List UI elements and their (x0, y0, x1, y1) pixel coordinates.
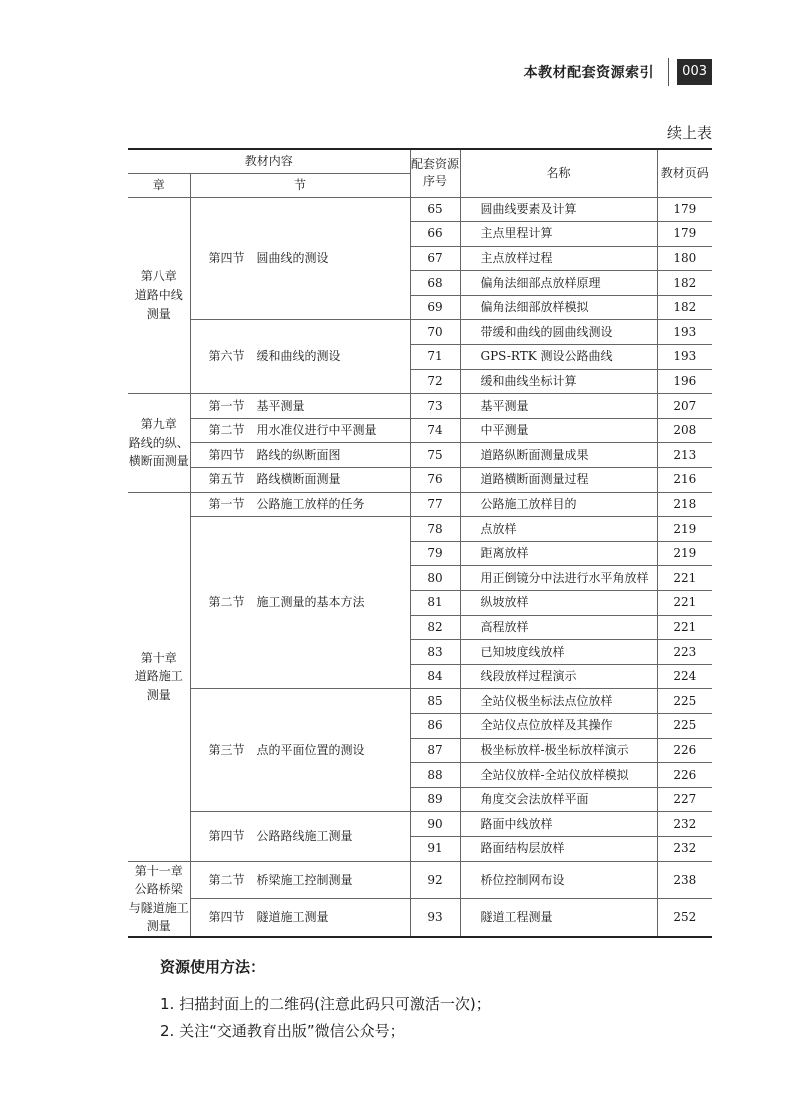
header-section: 节 (190, 173, 410, 197)
resource-name-cell: 全站仪放样-全站仪放样模拟 (460, 763, 657, 788)
resource-name-cell: 全站仪点位放样及其操作 (460, 713, 657, 738)
section-cell: 第五节 路线横断面测量 (190, 468, 410, 493)
usage-item: 1. 扫描封面上的二维码(注意此码只可激活一次)； (160, 995, 491, 1013)
resource-no-cell: 80 (410, 566, 460, 591)
table-row (128, 443, 712, 468)
resource-no-cell: 85 (410, 689, 460, 714)
resource-no-cell: 72 (410, 369, 460, 394)
table-row (128, 197, 712, 222)
section-cell: 第四节 圆曲线的测设 (190, 197, 410, 320)
resource-name-cell: 偏角法细部点放样原理 (460, 271, 657, 296)
table-row (128, 517, 712, 542)
resource-name-cell: 中平测量 (460, 418, 657, 443)
page-cell: 226 (657, 738, 712, 763)
page-cell: 224 (657, 664, 712, 689)
page-cell: 221 (657, 615, 712, 640)
resource-name-cell: 线段放样过程演示 (460, 664, 657, 689)
page-cell: 193 (657, 320, 712, 345)
resource-name-cell: 道路横断面测量过程 (460, 468, 657, 493)
page-cell: 225 (657, 689, 712, 714)
header-content: 教材内容 (128, 149, 410, 173)
section-cell: 第一节 基平测量 (190, 394, 410, 419)
resource-name-cell: 桥位控制网布设 (460, 861, 657, 899)
page-cell: 238 (657, 861, 712, 899)
resource-no-cell: 71 (410, 345, 460, 370)
resource-name-cell: 带缓和曲线的圆曲线测设 (460, 320, 657, 345)
section-cell: 第二节 用水准仪进行中平测量 (190, 418, 410, 443)
resource-name-cell: 已知坡度线放样 (460, 640, 657, 665)
page-cell: 179 (657, 197, 712, 222)
resource-no-cell: 73 (410, 394, 460, 419)
resource-no-cell: 81 (410, 591, 460, 616)
running-header (524, 58, 712, 86)
table-row (128, 418, 712, 443)
chapter-cell: 第十章 道路施工 测量 (128, 492, 190, 861)
chapter-cell: 第九章 路线的纵、 横断面测量 (128, 394, 190, 492)
table-row (128, 468, 712, 493)
resource-no-cell: 90 (410, 812, 460, 837)
resource-name-cell: 路面结构层放样 (460, 836, 657, 861)
page-cell: 213 (657, 443, 712, 468)
resource-no-cell: 83 (410, 640, 460, 665)
page-cell: 182 (657, 295, 712, 320)
page-cell: 221 (657, 591, 712, 616)
section-cell: 第一节 公路施工放样的任务 (190, 492, 410, 517)
page-cell: 226 (657, 763, 712, 788)
usage-notes (160, 956, 491, 1047)
resource-name-cell: 公路施工放样目的 (460, 492, 657, 517)
resource-name-cell: 纵坡放样 (460, 591, 657, 616)
resource-no-cell: 78 (410, 517, 460, 542)
page-cell: 179 (657, 222, 712, 247)
header-chapter: 章 (128, 173, 190, 197)
page-cell: 207 (657, 394, 712, 419)
resource-no-cell: 79 (410, 541, 460, 566)
resource-index-table (128, 148, 712, 938)
table-row (128, 899, 712, 937)
page-cell: 225 (657, 713, 712, 738)
usage-item: 2. 关注“交通教育出版”微信公众号； (160, 1022, 405, 1040)
page-cell: 193 (657, 345, 712, 370)
page-cell: 232 (657, 812, 712, 837)
resource-name-cell: 角度交会法放样平面 (460, 787, 657, 812)
resource-name-cell: 距离放样 (460, 541, 657, 566)
table-header-row (128, 149, 712, 173)
section-cell: 第六节 缓和曲线的测设 (190, 320, 410, 394)
resource-name-cell: 极坐标放样-极坐标放样演示 (460, 738, 657, 763)
resource-name-cell: 缓和曲线坐标计算 (460, 369, 657, 394)
page-cell: 218 (657, 492, 712, 517)
resource-no-cell: 75 (410, 443, 460, 468)
resource-no-cell: 70 (410, 320, 460, 345)
running-header-title: 本教材配套资源索引 (523, 65, 655, 81)
resource-no-cell: 87 (410, 738, 460, 763)
page-number: 003 (677, 59, 712, 85)
resource-name-cell: 高程放样 (460, 615, 657, 640)
resource-no-cell: 89 (410, 787, 460, 812)
resource-no-cell: 91 (410, 836, 460, 861)
resource-no-cell: 77 (410, 492, 460, 517)
resource-name-cell: 路面中线放样 (460, 812, 657, 837)
resource-no-cell: 68 (410, 271, 460, 296)
table-row (128, 689, 712, 714)
resource-no-cell: 67 (410, 246, 460, 271)
section-cell: 第四节 路线的纵断面图 (190, 443, 410, 468)
table-row (128, 492, 712, 517)
page-cell: 227 (657, 787, 712, 812)
resource-no-cell: 86 (410, 713, 460, 738)
page-cell: 219 (657, 541, 712, 566)
page-cell: 232 (657, 836, 712, 861)
section-cell: 第三节 点的平面位置的测设 (190, 689, 410, 812)
chapter-cell: 第八章 道路中线 测量 (128, 197, 190, 394)
resource-name-cell: 隧道工程测量 (460, 899, 657, 937)
page-cell: 252 (657, 899, 712, 937)
page-cell: 223 (657, 640, 712, 665)
header-resource-no: 配套资源序号 (410, 149, 460, 197)
resource-no-cell: 82 (410, 615, 460, 640)
resource-no-cell: 88 (410, 763, 460, 788)
resource-name-cell: 用正倒镜分中法进行水平角放样 (460, 566, 657, 591)
page-cell: 180 (657, 246, 712, 271)
page-cell: 182 (657, 271, 712, 296)
table-row (128, 394, 712, 419)
section-cell: 第二节 施工测量的基本方法 (190, 517, 410, 689)
resource-name-cell: 点放样 (460, 517, 657, 542)
resource-name-cell: 全站仪极坐标法点位放样 (460, 689, 657, 714)
resource-no-cell: 84 (410, 664, 460, 689)
resource-name-cell: 主点放样过程 (460, 246, 657, 271)
resource-name-cell: 圆曲线要素及计算 (460, 197, 657, 222)
table-body (128, 197, 712, 937)
resource-name-cell: GPS-RTK 测设公路曲线 (460, 345, 657, 370)
header-name: 名称 (460, 149, 657, 197)
resource-no-cell: 93 (410, 899, 460, 937)
continued-label: 续上表 (666, 124, 712, 142)
resource-name-cell: 偏角法细部放样模拟 (460, 295, 657, 320)
resource-name-cell: 主点里程计算 (460, 222, 657, 247)
resource-no-cell: 66 (410, 222, 460, 247)
resource-no-cell: 92 (410, 861, 460, 899)
page-cell: 196 (657, 369, 712, 394)
chapter-cell: 第十一章 公路桥梁 与隧道施工 测量 (128, 861, 190, 937)
usage-title: 资源使用方法： (160, 958, 266, 976)
page-cell: 208 (657, 418, 712, 443)
resource-name-cell: 道路纵断面测量成果 (460, 443, 657, 468)
resource-name-cell: 基平测量 (460, 394, 657, 419)
resource-no-cell: 69 (410, 295, 460, 320)
page-cell: 216 (657, 468, 712, 493)
section-cell: 第四节 隧道施工测量 (190, 899, 410, 937)
section-cell: 第二节 桥梁施工控制测量 (190, 861, 410, 899)
page-cell: 219 (657, 517, 712, 542)
section-cell: 第四节 公路路线施工测量 (190, 812, 410, 861)
resource-no-cell: 76 (410, 468, 460, 493)
table-row (128, 320, 712, 345)
resource-no-cell: 65 (410, 197, 460, 222)
table-row (128, 861, 712, 899)
header-page: 教材页码 (657, 149, 712, 197)
resource-no-cell: 74 (410, 418, 460, 443)
table-row (128, 812, 712, 837)
page-cell: 221 (657, 566, 712, 591)
header-divider (668, 58, 669, 86)
